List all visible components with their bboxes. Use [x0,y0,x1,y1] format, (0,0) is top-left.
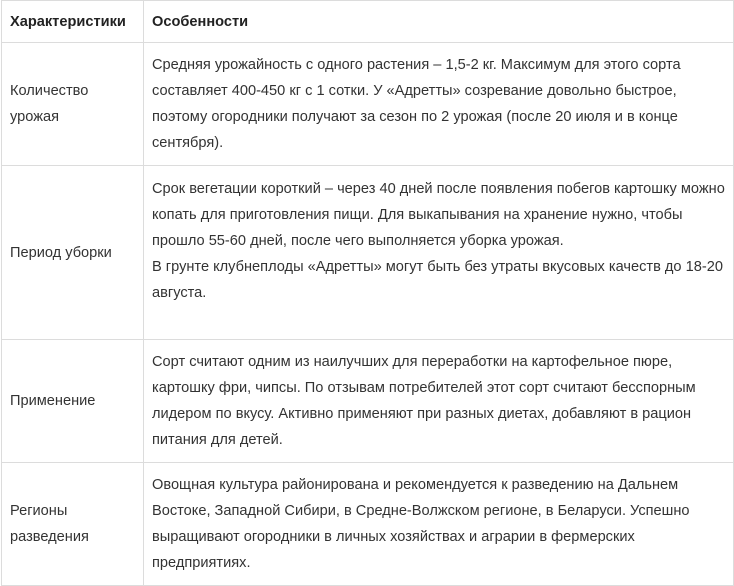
row-label-line: Применение [10,393,96,409]
table-row [2,463,734,586]
table-row [2,166,734,340]
table-row [2,340,734,463]
row-label-line: Период уборки [10,244,112,261]
row-label-line: Регионы [10,503,68,519]
row-label-line: Количество [10,83,89,99]
characteristics-table [1,0,734,586]
row-feature-text: Овощная культура районирована и рекомендуется к разведению на Дальнем Востоке, Западной Сибири, в Средне-Волжском регионе, в Беларуси. Успешно выращивают огородники в личных хозяйствах и аграрии в фермерских предприятиях. [144,463,734,586]
row-feature-text: Сорт считают одним из наилучших для переработки на картофельное пюре, картошку фри, чипсы. По отзывам потребителей этот сорт считают бесспорным лидером по вкусу. Активно применяют при разных диетах, добавляют в рацион питания для детей. [144,340,734,463]
header-features: Особенности [144,1,734,43]
row-feature-paragraph: В грунте клубнеплоды «Адретты» могут быть без утраты вкусовых качеств до 18-20 августа. [152,259,723,301]
row-label [2,43,144,166]
row-feature-text [144,166,734,340]
table-header-row [2,1,734,43]
table-row [2,43,734,166]
row-feature-text: Средняя урожайность с одного растения – 1,5-2 кг. Максимум для этого сорта составляет 400-450 кг с 1 сотки. У «Адретты» созревание довольно быстрое, поэтому огородники получают за сезон по 2 урожая (после 20 июля и в конце сентября). [144,43,734,166]
row-label-line: разведения [10,529,89,545]
header-characteristics: Характеристики [2,1,144,43]
row-label [2,166,144,340]
row-label [2,340,144,463]
row-label-line: урожая [10,109,59,125]
row-label [2,463,144,586]
row-feature-paragraph: Срок вегетации короткий – через 40 дней после появления побегов картошку можно копать для приготовления пищи. Для выкапывания на хранение нужно, чтобы прошло 55-60 дней, после чего выполняется уборка урожая. [152,181,725,249]
